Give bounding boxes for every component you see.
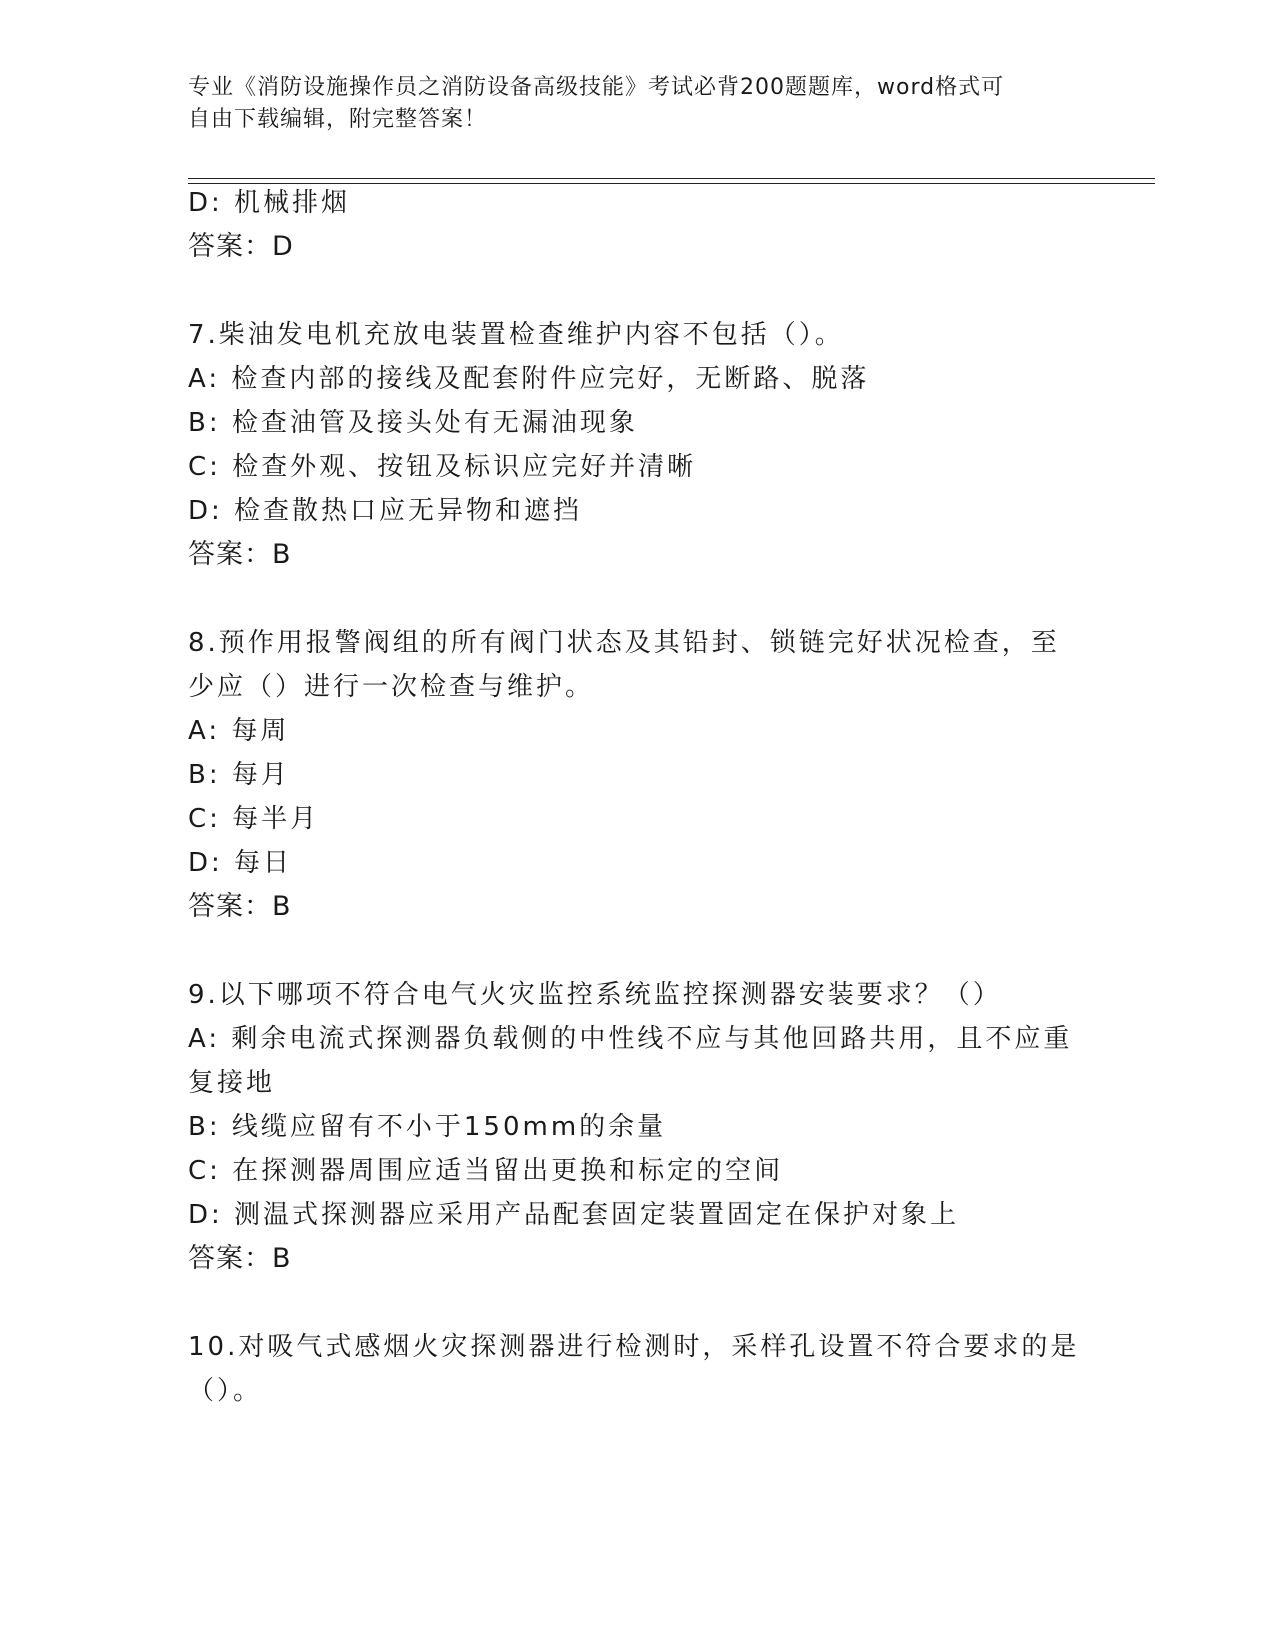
q9-option-c: C: 在探测器周围应适当留出更换和标定的空间 [188, 1156, 784, 1186]
q8-option-b: B: 每月 [188, 760, 290, 790]
q8-option-d: D: 每日 [188, 848, 293, 878]
document-header [188, 72, 1068, 136]
q8-stem-line-2: 少应（）进行一次检查与维护。 [188, 672, 595, 702]
q9-option-a-line-2: 复接地 [188, 1068, 276, 1098]
q7-option-c: C: 检查外观、按钮及标识应完好并清晰 [188, 452, 697, 482]
header-line-2: 自由下载编辑，附完整答案！ [188, 107, 488, 132]
q9-answer: 答案：B [188, 1243, 292, 1274]
q7-stem: 7.柴油发电机充放电装置检查维护内容不包括（）。 [188, 320, 844, 350]
q8-stem-line-1: 8.预作用报警阀组的所有阀门状态及其铅封、锁链完好状况检查，至 [188, 628, 1060, 658]
header-rule-top [188, 178, 1155, 179]
q8-option-c: C: 每半月 [188, 804, 320, 834]
q7-answer: 答案：B [188, 539, 292, 570]
q8-answer: 答案：B [188, 891, 292, 922]
q9-option-a-line-1: A: 剩余电流式探测器负载侧的中性线不应与其他回路共用，且不应重 [188, 1024, 1073, 1054]
header-line-1: 专业《消防设施操作员之消防设备高级技能》考试必背200题题库，word格式可 [188, 75, 1005, 100]
q9-option-d: D: 测温式探测器应采用产品配套固定装置固定在保护对象上 [188, 1200, 960, 1230]
q8-option-a: A: 每周 [188, 716, 290, 746]
q9-stem: 9.以下哪项不符合电气火灾监控系统监控探测器安装要求？（） [188, 980, 1002, 1010]
prev-option-d: D: 机械排烟 [188, 188, 351, 218]
q9-option-b: B: 线缆应留有不小于150mm的余量 [188, 1112, 667, 1142]
prev-answer: 答案：D [188, 231, 294, 262]
header-rule-bottom [188, 183, 1155, 184]
q10-stem-line-1: 10.对吸气式感烟火灾探测器进行检测时，采样孔设置不符合要求的是 [188, 1332, 1080, 1362]
q7-option-a: A: 检查内部的接线及配套附件应完好，无断路、脱落 [188, 364, 870, 394]
q7-option-d: D: 检查散热口应无异物和遮挡 [188, 496, 583, 526]
q7-option-b: B: 检查油管及接头处有无漏油现象 [188, 408, 638, 438]
q10-stem-line-2: （）。 [188, 1376, 263, 1406]
